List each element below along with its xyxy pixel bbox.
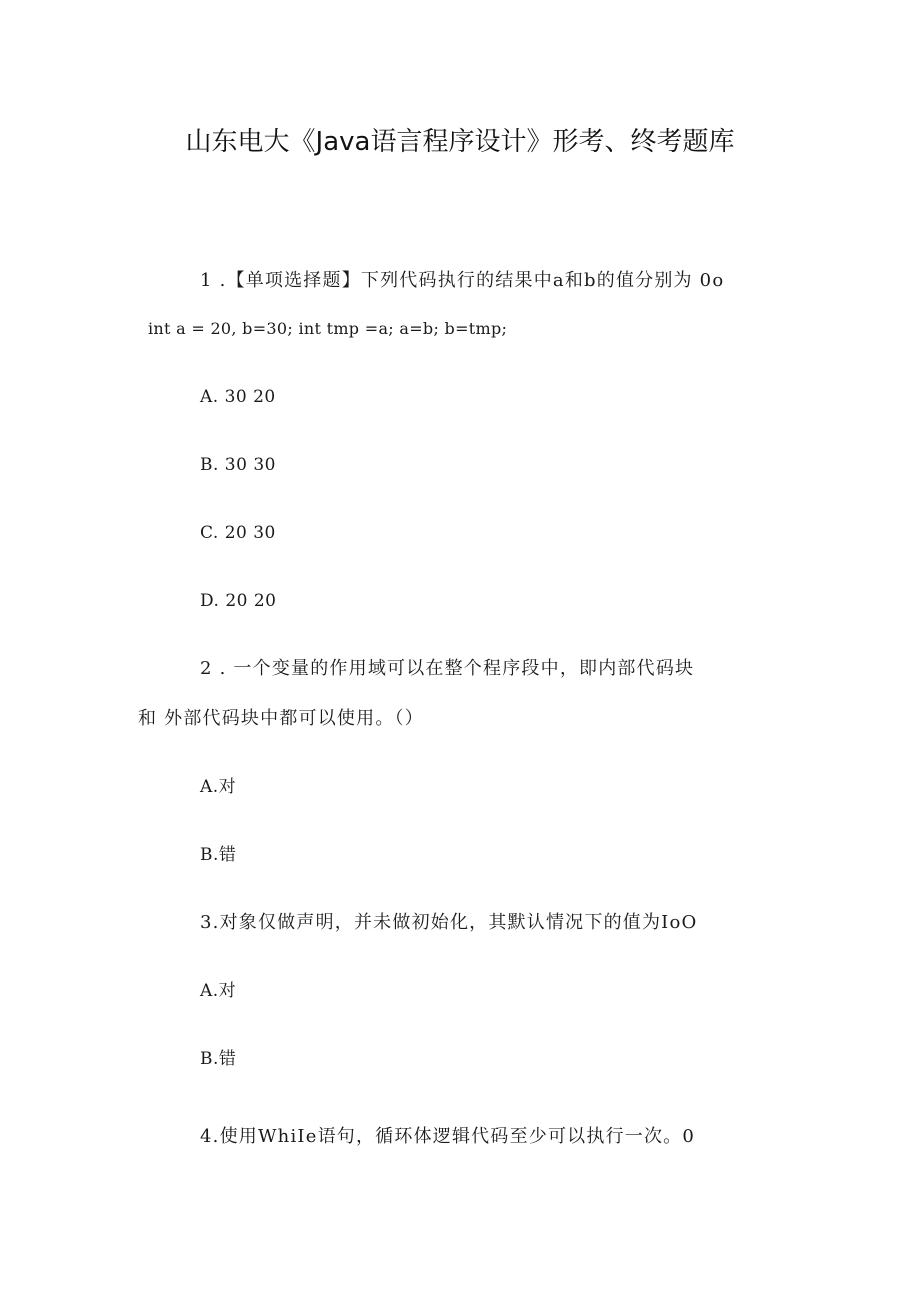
question-2-text: 2 . 一个变量的作用域可以在整个程序段中，即内部代码块 [200,658,695,679]
question-1-option-a: A. 30 20 [200,387,276,407]
question-2-text-continued: 和 外部代码块中都可以使用。（） [138,708,424,729]
question-3-option-b: B.错 [200,1049,237,1069]
question-3-text: 3.对象仅做声明，并未做初始化，其默认情况下的值为IoO [200,912,698,933]
document-title: 山东电大《Java语言程序设计》形考、终考题库 [185,127,735,157]
question-3-option-a: A.对 [200,981,237,1001]
question-1-text: 1 .【单项选择题】下列代码执行的结果中a和b的值分别为 0o [200,270,725,291]
question-2-option-b: B.错 [200,845,237,865]
question-2-option-a: A.对 [200,777,237,797]
question-1-option-c: C. 20 30 [200,523,276,543]
question-1-option-b: B. 30 30 [200,455,276,475]
question-1-code: int a = 20, b=30; int tmp =a; a=b; b=tmp; [148,319,508,338]
question-1-option-d: D. 20 20 [200,591,277,611]
question-4-text: 4.使用WhiIe语句，循环体逻辑代码至少可以执行一次。0 [200,1126,696,1147]
